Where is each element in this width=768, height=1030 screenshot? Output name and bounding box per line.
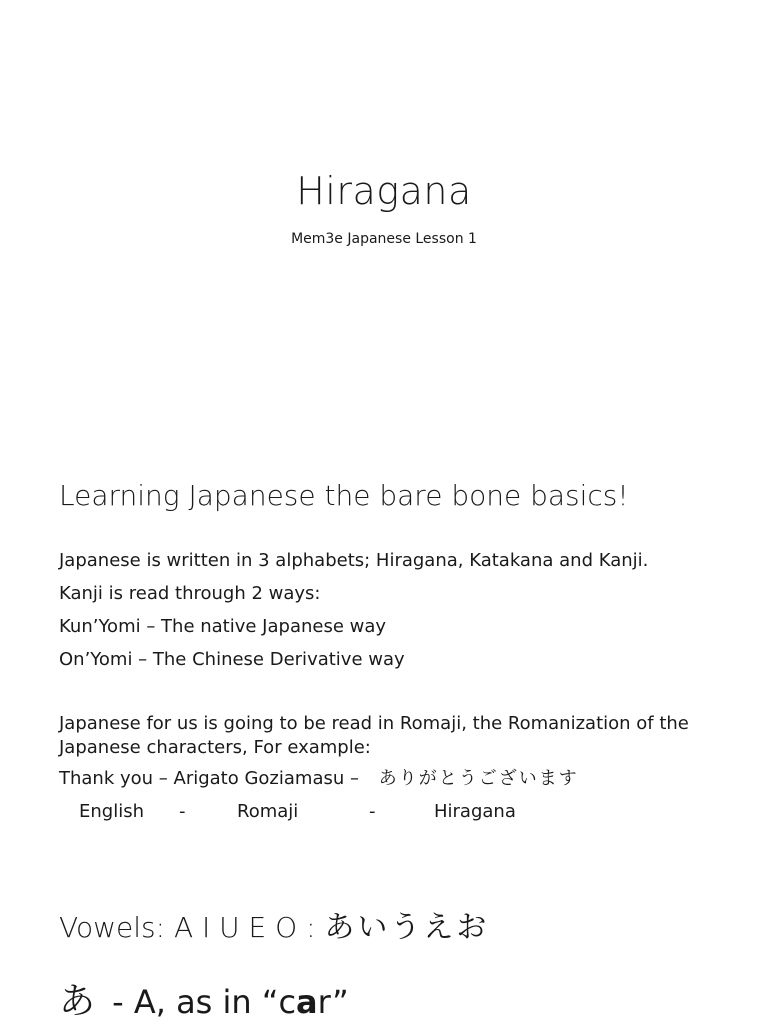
section-heading: Learning Japanese the bare bone basics! bbox=[59, 479, 629, 512]
label-romaji: Romaji bbox=[237, 801, 299, 822]
vowel-a-description bbox=[112, 983, 349, 1021]
page-title: Hiragana bbox=[296, 169, 472, 213]
example-hiragana: ありがとうございます bbox=[378, 768, 579, 789]
vowels-heading bbox=[59, 911, 489, 945]
vowel-a-desc-pre: - A, as in “c bbox=[112, 983, 297, 1021]
romaji-paragraph-line2: Japanese characters, For example: bbox=[59, 737, 371, 758]
vowel-a-desc-post: r” bbox=[317, 983, 349, 1021]
vowel-a-desc-bold: a bbox=[296, 983, 318, 1021]
vowel-a-row bbox=[59, 980, 349, 1030]
label-english: English bbox=[79, 801, 144, 822]
page-subtitle: Mem3e Japanese Lesson 1 bbox=[291, 231, 477, 247]
label-hiragana: Hiragana bbox=[434, 801, 516, 822]
vowels-prefix: Vowels: A I U E O : bbox=[59, 911, 316, 944]
vowels-hiragana: あいうえお bbox=[324, 910, 490, 945]
label-dash-1: - bbox=[179, 801, 186, 822]
romaji-paragraph-line1: Japanese for us is going to be read in Romaji, the Romanization of the bbox=[59, 713, 689, 734]
example-line bbox=[59, 768, 579, 790]
intro-line-kanji-ways: Kanji is read through 2 ways: bbox=[59, 583, 321, 604]
example-prefix: Thank you – Arigato Goziamasu – bbox=[59, 768, 359, 789]
intro-line-alphabets: Japanese is written in 3 alphabets; Hiragana, Katakana and Kanji. bbox=[59, 550, 649, 571]
vowel-a-character: あ bbox=[59, 981, 96, 1022]
label-dash-2: - bbox=[369, 801, 376, 822]
intro-line-onyomi: On’Yomi – The Chinese Derivative way bbox=[59, 649, 405, 670]
intro-line-kunyomi: Kun’Yomi – The native Japanese way bbox=[59, 616, 387, 637]
